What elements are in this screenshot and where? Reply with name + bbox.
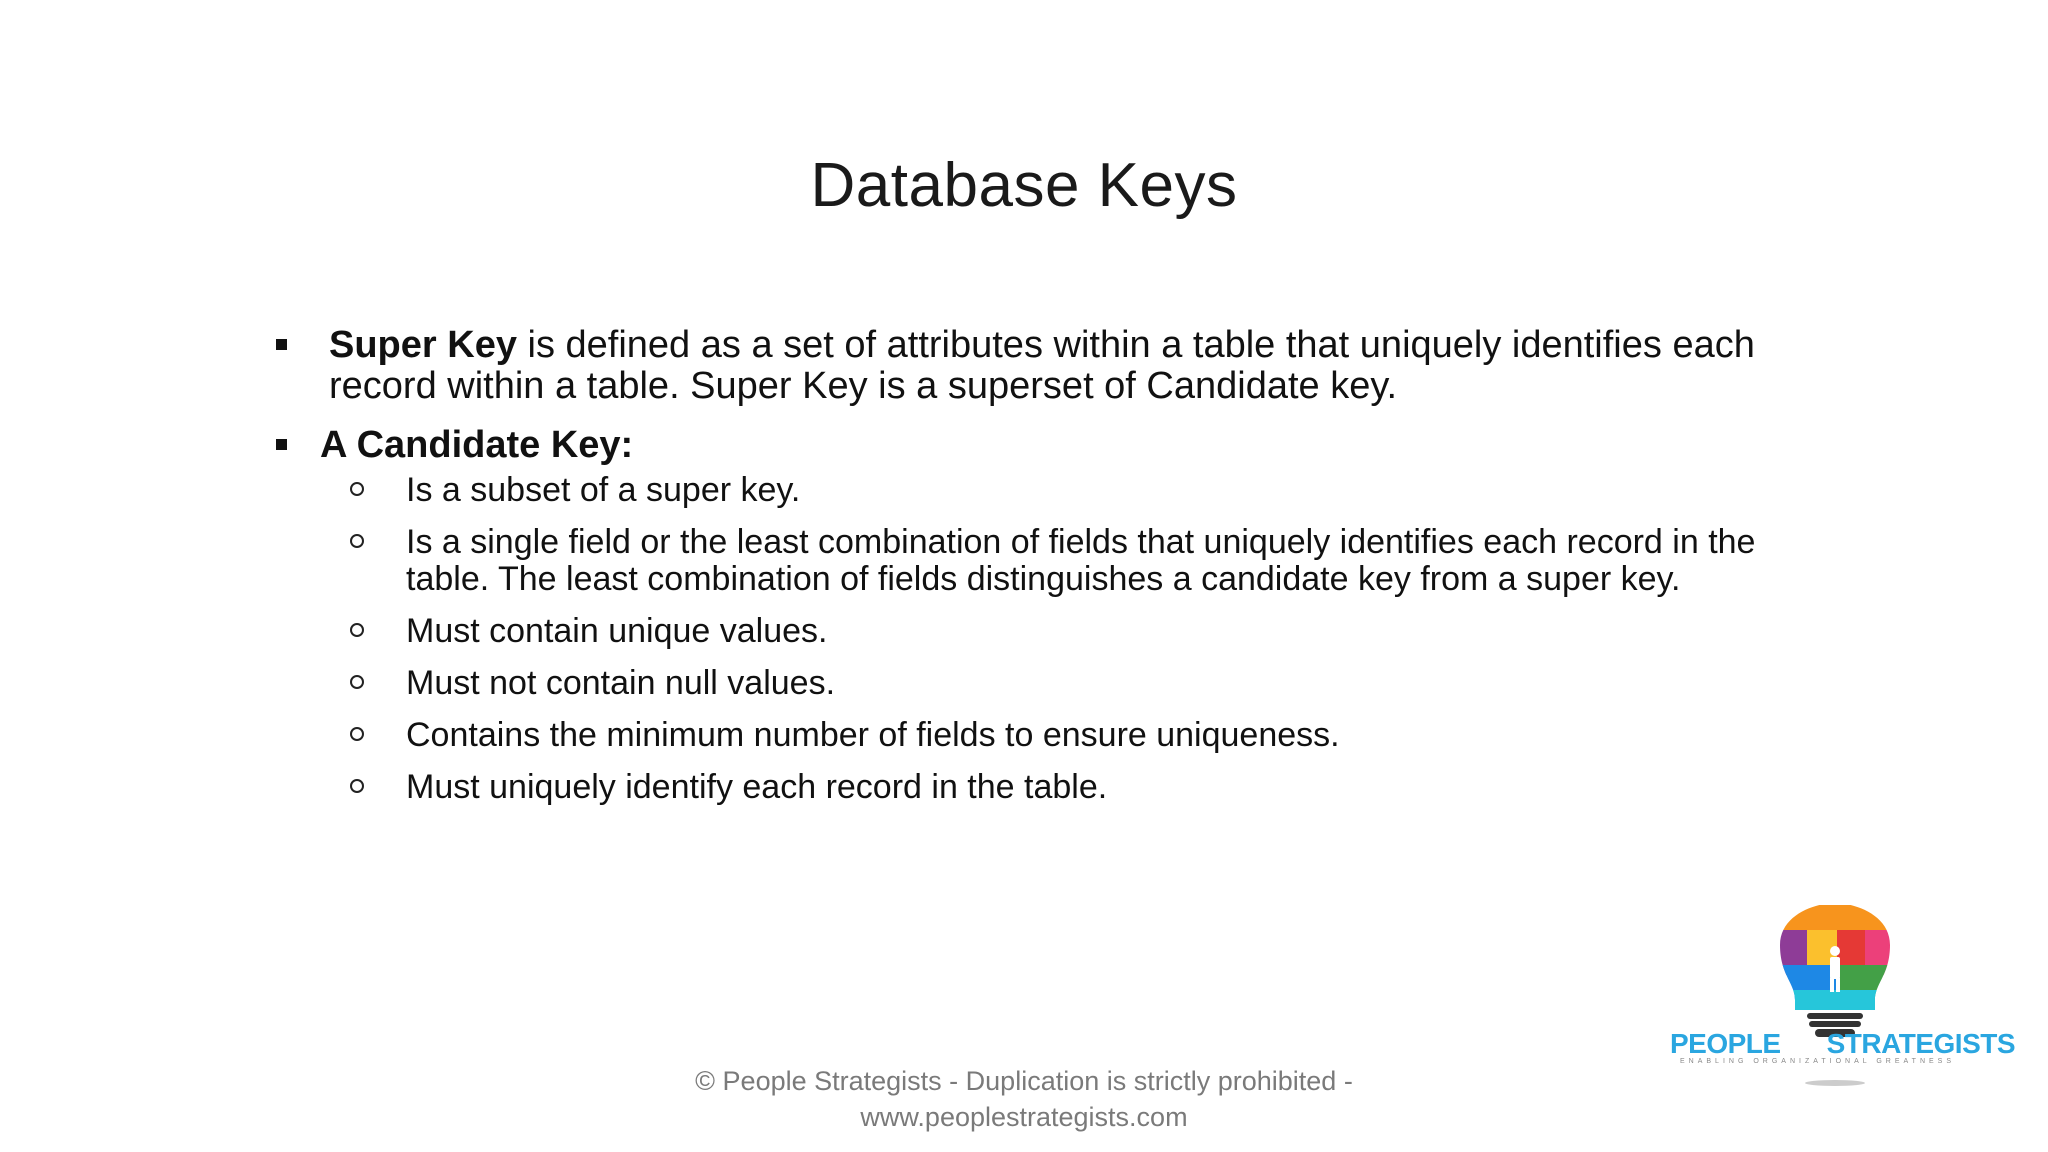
sub-item-text: Must contain unique values. xyxy=(406,612,828,650)
square-bullet-icon xyxy=(276,339,287,350)
sub-list-item xyxy=(270,613,1790,650)
bullet-super-key xyxy=(270,325,1790,407)
logo-name-left: PEOPLE xyxy=(1670,1028,1781,1059)
footer-url: www.peoplestrategists.com xyxy=(860,1102,1188,1132)
sub-item-text: Contains the minimum number of fields to ensure uniqueness. xyxy=(406,716,1340,754)
circle-bullet-icon xyxy=(350,482,364,496)
sub-list-item xyxy=(270,472,1790,509)
slide-title: Database Keys xyxy=(810,151,1238,220)
circle-bullet-icon xyxy=(350,623,364,637)
logo-wordmark xyxy=(1670,1028,2016,1060)
sub-item-text: Must not contain null values. xyxy=(406,664,836,702)
logo-tagline: ENABLING ORGANIZATIONAL GREATNESS xyxy=(1680,1058,1956,1065)
circle-bullet-icon xyxy=(350,675,364,689)
sub-list-item xyxy=(270,717,1790,754)
sub-item-text: Is a subset of a super key. xyxy=(406,471,801,509)
sub-item-text: Is a single field or the least combination of fields that uniquely identifies each record in the table. The least combination of fields distinguishes a candidate key from a super key. xyxy=(406,523,1756,598)
sub-list xyxy=(270,472,1790,806)
bullet-candidate-key xyxy=(270,425,1790,806)
bullet-list xyxy=(270,325,1790,824)
sub-list-item xyxy=(270,665,1790,702)
bullet-text xyxy=(329,325,1790,407)
circle-bullet-icon xyxy=(350,534,364,548)
footer xyxy=(0,1063,2048,1135)
sub-list-item xyxy=(270,769,1790,806)
bullet-description: is defined as a set of attributes within a table that uniquely identifies each record within a table. Super Key is a superset of Candidate key. xyxy=(329,324,1755,407)
sub-item-text: Must uniquely identify each record in the table. xyxy=(406,768,1108,806)
circle-bullet-icon xyxy=(350,779,364,793)
circle-bullet-icon xyxy=(350,727,364,741)
logo-name-right: STRATEGISTS xyxy=(1826,1028,2016,1059)
sub-list-item xyxy=(270,524,1790,598)
square-bullet-icon xyxy=(276,439,287,450)
bullet-term: A Candidate Key: xyxy=(320,424,634,466)
bullet-term: Super Key xyxy=(329,324,517,366)
footer-copyright: © People Strategists - Duplication is strictly prohibited - xyxy=(695,1066,1353,1096)
bullet-text xyxy=(320,425,1790,466)
